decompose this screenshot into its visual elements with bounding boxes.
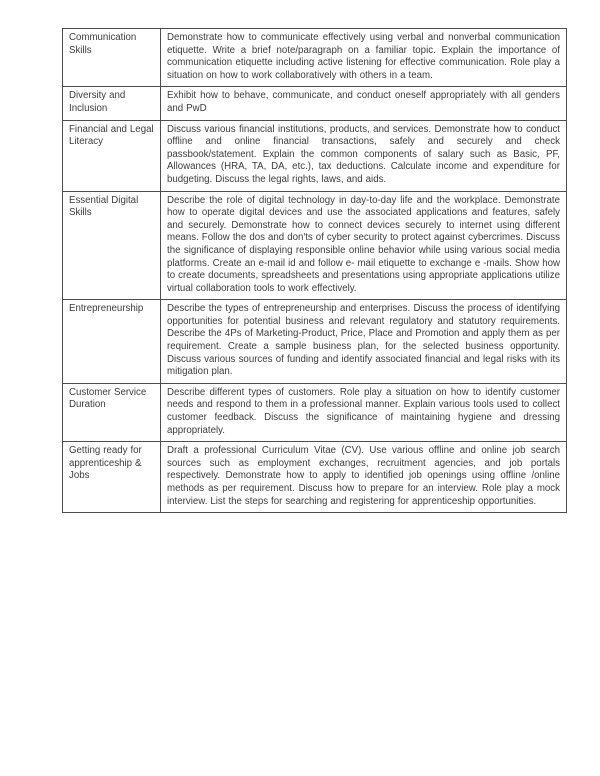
description-cell: Describe the role of digital technology in day-to-day life and the workplace. Demonstrate how to operate digital devices and use the associated applications and features, safely and securely. Demonstrate how to connect devices securely to internet using different means. Follow the dos and don'ts of cyber security to protect against cybercrimes. Discuss the significance of displaying responsible online behavior while using various social media platforms. Create an e-mail id and follow e- mail etiquette to exchange e -mails. Show how to create documents, spreadsheets and presentations using appropriate applications utilize virtual collaboration tools to work effectively. (161, 191, 567, 300)
description-cell: Discuss various financial institutions, products, and services. Demonstrate how to conduct offline and online financial transactions, safely and securely and check passbook/statement. Explain the common components of salary such as Basic, PF, Allowances (HRA, TA, DA, etc.), tax deductions. Calculate income and expenditure for budgeting. Discuss the legal rights, laws, and aids. (161, 120, 567, 191)
description-cell: Describe different types of customers. Role play a situation on how to identify customer needs and respond to them in a professional manner. Explain various tools used to collect customer feedback. Discuss the significance of maintaining hygiene and dressing appropriately. (161, 383, 567, 441)
table-row (63, 383, 567, 441)
skill-cell: Entrepreneurship (63, 300, 161, 384)
skill-cell: Essential Digital Skills (63, 191, 161, 300)
table-row (63, 29, 567, 87)
skills-table (62, 28, 567, 513)
skill-cell: Financial and Legal Literacy (63, 120, 161, 191)
table-row (63, 87, 567, 120)
description-cell: Demonstrate how to communicate effectively using verbal and nonverbal communication etiquette. Write a brief note/paragraph on a familiar topic. Explain the importance of communication etiquette including active listening for effective communication. Role play a situation on how to work collaboratively with others in a team. (161, 29, 567, 87)
skill-cell: Diversity and Inclusion (63, 87, 161, 120)
description-cell: Describe the types of entrepreneurship and enterprises. Discuss the process of identifying opportunities for potential business and relevant regulatory and statutory requirements. Describe the 4Ps of Marketing-Product, Price, Place and Promotion and apply them as per requirement. Create a sample business plan, for the selected business opportunity. Discuss various sources of funding and identify associated financial and legal risks with its mitigation plan. (161, 300, 567, 384)
table-row (63, 442, 567, 513)
description-cell: Exhibit how to behave, communicate, and conduct oneself appropriately with all genders and PwD (161, 87, 567, 120)
description-cell: Draft a professional Curriculum Vitae (CV). Use various offline and online job search sources such as employment exchanges, recruitment agencies, and job portals respectively. Demonstrate how to apply to identified job openings using offline /online methods as per requirement. Discuss how to prepare for an interview. Role play a mock interview. List the steps for searching and registering for apprenticeship opportunities. (161, 442, 567, 513)
table-row (63, 300, 567, 384)
skill-cell: Customer Service Duration (63, 383, 161, 441)
table-row (63, 120, 567, 191)
skill-cell: Communication Skills (63, 29, 161, 87)
skill-cell: Getting ready for apprenticeship & Jobs (63, 442, 161, 513)
table-row (63, 191, 567, 300)
